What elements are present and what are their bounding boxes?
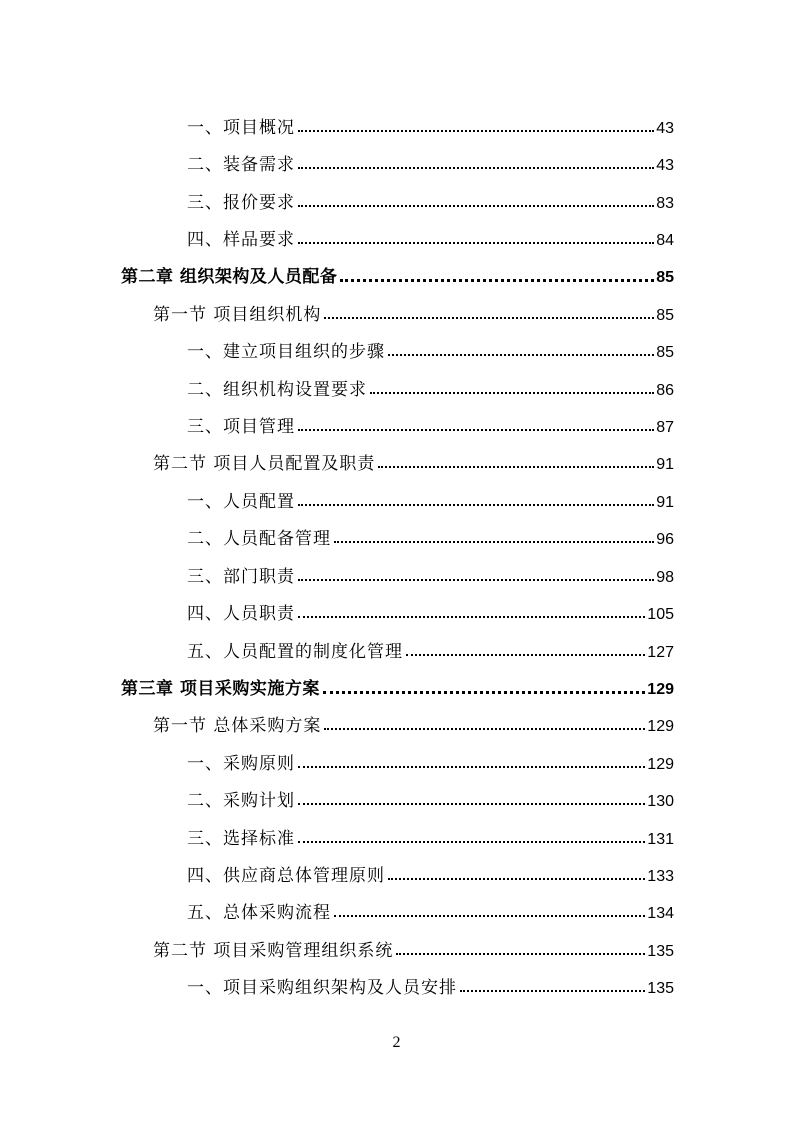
toc-entry-page: 86 <box>656 382 674 399</box>
toc-entry-title: 第三章 项目采购实施方案 <box>121 679 320 699</box>
toc-entry-page: 85 <box>656 307 674 324</box>
toc-leader-dots <box>298 841 645 843</box>
toc-entry-title: 第二章 组织架构及人员配备 <box>121 267 338 287</box>
toc-section-entry[interactable] <box>153 436 674 473</box>
toc-entry[interactable] <box>187 811 674 848</box>
toc-leader-dots <box>334 915 645 917</box>
toc-entry-page: 134 <box>647 905 674 922</box>
toc-entry-title: 第一节 总体采购方案 <box>153 716 322 736</box>
toc-leader-dots <box>370 392 654 394</box>
toc-leader-dots <box>298 579 654 581</box>
toc-entry-page: 85 <box>656 344 674 361</box>
toc-entry[interactable] <box>187 736 674 773</box>
toc-entry-page: 129 <box>647 681 674 698</box>
toc-entry[interactable] <box>187 324 674 361</box>
toc-entry-title: 一、采购原则 <box>187 754 295 774</box>
toc-entry[interactable] <box>187 960 674 997</box>
toc-entry-page: 87 <box>656 419 674 436</box>
toc-entry[interactable] <box>187 511 674 548</box>
toc-entry[interactable] <box>187 362 674 399</box>
toc-leader-dots <box>298 616 645 618</box>
toc-entry-page: 135 <box>647 943 674 960</box>
toc-leader-dots <box>298 803 645 805</box>
toc-entry-page: 131 <box>647 831 674 848</box>
toc-entry-title: 二、采购计划 <box>187 791 295 811</box>
toc-section-entry[interactable] <box>153 923 674 960</box>
toc-leader-dots <box>388 354 654 356</box>
toc-entry[interactable] <box>187 474 674 511</box>
toc-entry-page: 43 <box>656 120 674 137</box>
toc-entry-title: 一、项目采购组织架构及人员安排 <box>187 978 457 998</box>
toc-leader-dots <box>324 728 645 730</box>
toc-entry-title: 三、选择标准 <box>187 829 295 849</box>
toc-entry-title: 五、人员配置的制度化管理 <box>187 642 403 662</box>
toc-entry-title: 二、人员配备管理 <box>187 529 331 549</box>
toc-entry-page: 98 <box>656 569 674 586</box>
toc-entry[interactable] <box>187 175 674 212</box>
toc-leader-dots <box>298 766 645 768</box>
toc-entry-title: 第二节 项目采购管理组织系统 <box>153 941 394 961</box>
toc-entry[interactable] <box>187 586 674 623</box>
toc-entry-title: 三、项目管理 <box>187 417 295 437</box>
toc-entry[interactable] <box>187 549 674 586</box>
toc-entry-page: 85 <box>656 269 674 286</box>
toc-leader-dots <box>340 279 654 282</box>
toc-entry-page: 130 <box>647 793 674 810</box>
toc-leader-dots <box>388 878 645 880</box>
toc-entry-page: 133 <box>647 868 674 885</box>
toc-entry-title: 二、装备需求 <box>187 155 295 175</box>
toc-leader-dots <box>298 130 654 132</box>
toc-entry[interactable] <box>187 848 674 885</box>
toc-leader-dots <box>298 205 654 207</box>
toc-leader-dots <box>298 504 654 506</box>
toc-entry-title: 第二节 项目人员配置及职责 <box>153 454 376 474</box>
toc-entry[interactable] <box>187 773 674 810</box>
toc-chapter-entry[interactable] <box>121 249 674 286</box>
toc-entry[interactable] <box>187 885 674 922</box>
toc-leader-dots <box>298 242 654 244</box>
toc-entry-title: 一、建立项目组织的步骤 <box>187 342 385 362</box>
toc-entry-page: 129 <box>647 756 674 773</box>
toc-entry-title: 一、人员配置 <box>187 492 295 512</box>
toc-entry-page: 83 <box>656 195 674 212</box>
toc-entry-page: 84 <box>656 232 674 249</box>
toc-entry-page: 91 <box>656 456 674 473</box>
toc-entry-page: 105 <box>647 606 674 623</box>
toc-entry-title: 二、组织机构设置要求 <box>187 380 367 400</box>
toc-entry-title: 三、部门职责 <box>187 567 295 587</box>
toc-entry-title: 四、供应商总体管理原则 <box>187 866 385 886</box>
toc-leader-dots <box>324 317 654 319</box>
toc-entry-title: 三、报价要求 <box>187 193 295 213</box>
toc-entry-title: 一、项目概况 <box>187 118 295 138</box>
toc-entry-title: 四、人员职责 <box>187 604 295 624</box>
page-number: 2 <box>392 1034 401 1051</box>
toc-entry-page: 135 <box>647 980 674 997</box>
toc-leader-dots <box>334 541 654 543</box>
toc-section-entry[interactable] <box>153 698 674 735</box>
toc-leader-dots <box>298 429 654 431</box>
toc-entry[interactable] <box>187 212 674 249</box>
toc-leader-dots <box>298 167 654 169</box>
toc-entry[interactable] <box>187 137 674 174</box>
toc-entry-page: 129 <box>647 718 674 735</box>
toc-entry-title: 五、总体采购流程 <box>187 903 331 923</box>
toc-leader-dots <box>396 953 645 955</box>
toc-leader-dots <box>406 654 645 656</box>
toc-entry[interactable] <box>187 624 674 661</box>
toc-entry[interactable] <box>187 100 674 137</box>
toc-leader-dots <box>460 990 645 992</box>
toc-entry-title: 四、样品要求 <box>187 230 295 250</box>
toc-section-entry[interactable] <box>153 287 674 324</box>
toc-entry-page: 127 <box>647 644 674 661</box>
toc-entry[interactable] <box>187 399 674 436</box>
toc-leader-dots <box>378 466 654 468</box>
toc-entry-page: 96 <box>656 531 674 548</box>
toc-entry-page: 43 <box>656 157 674 174</box>
toc-leader-dots <box>323 691 645 694</box>
toc-entry-title: 第一节 项目组织机构 <box>153 305 322 325</box>
toc-entry-page: 91 <box>656 494 674 511</box>
toc-chapter-entry[interactable] <box>121 661 674 698</box>
